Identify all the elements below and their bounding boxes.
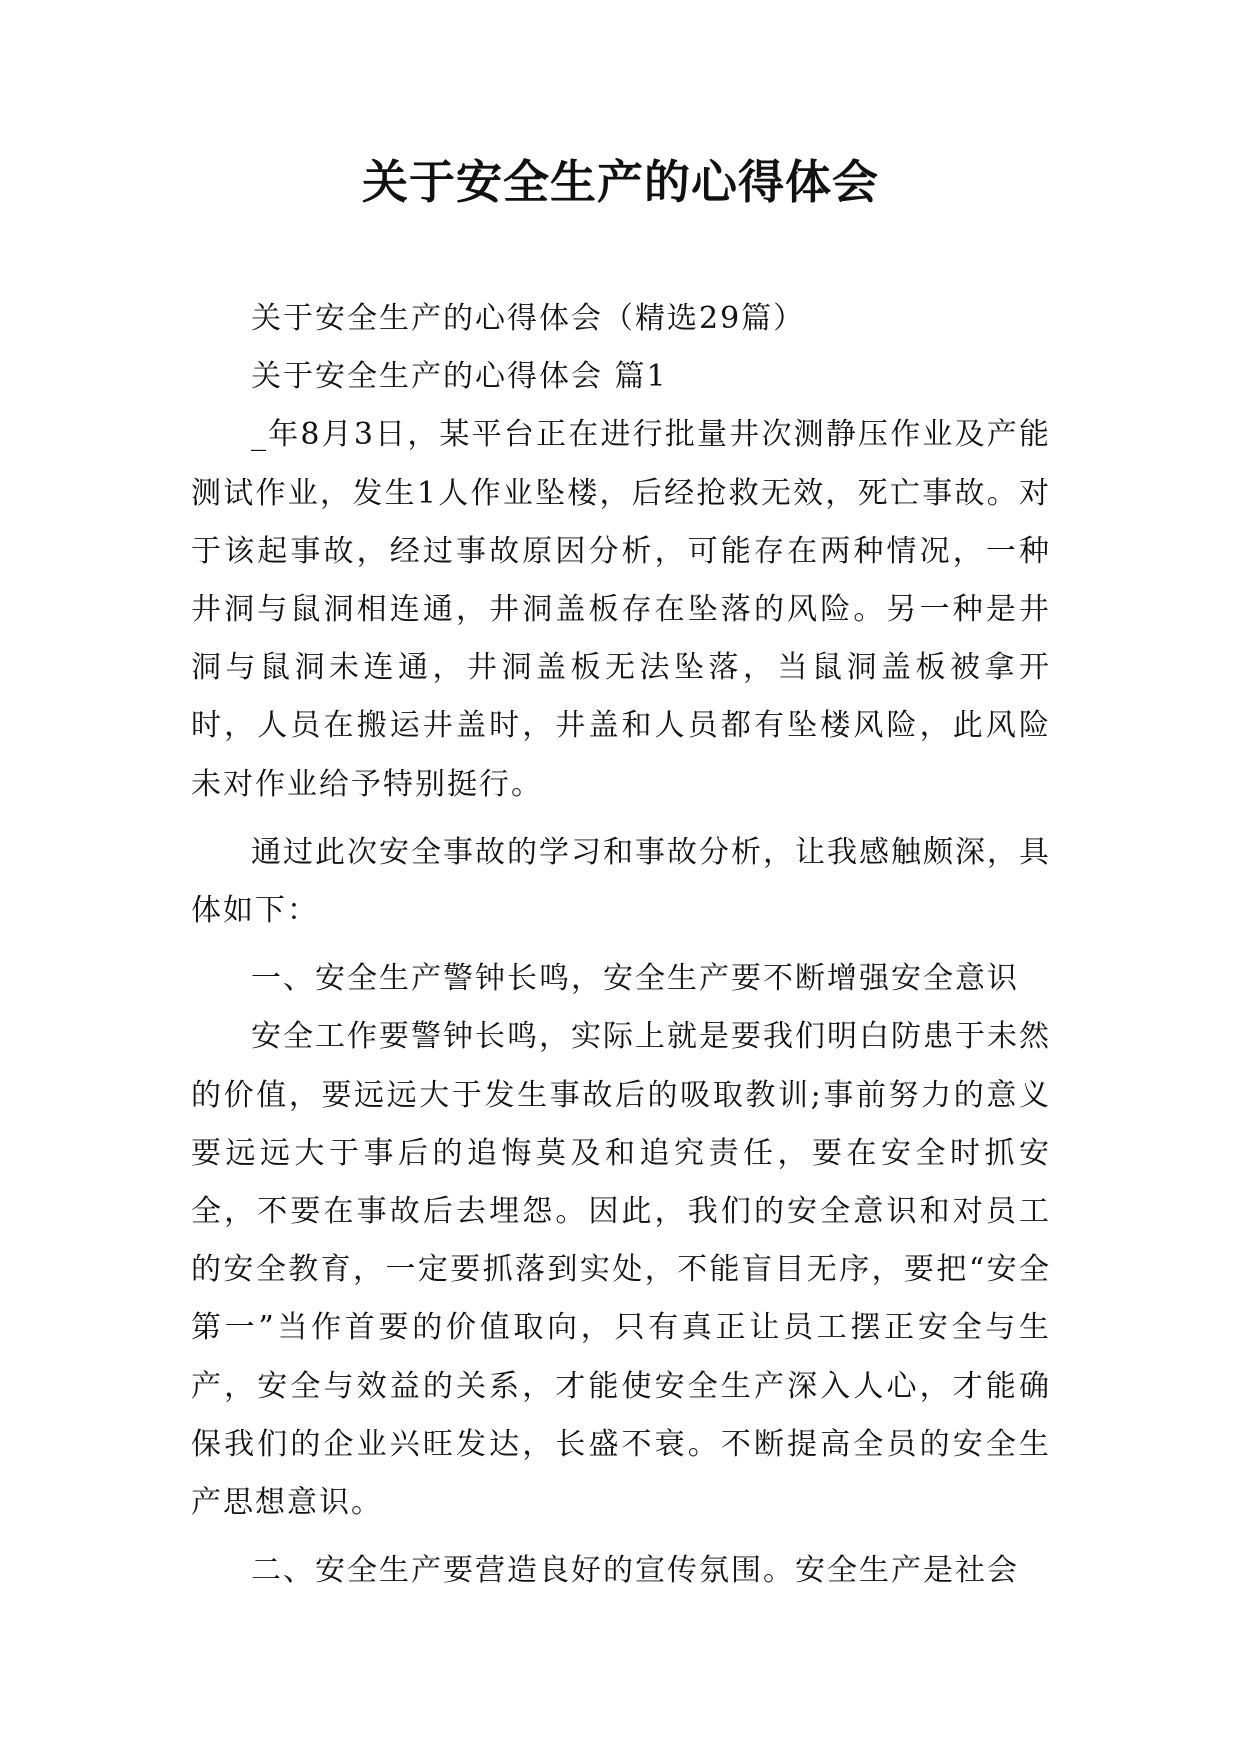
paragraph-subtitle: 关于安全生产的心得体会（精选29篇） <box>251 301 806 336</box>
paragraph-point-one: 一、安全生产警钟长鸣，安全生产要不断增强安全意识 <box>251 961 1019 997</box>
paragraph-point-two: 二、安全生产要营造良好的宣传氛围。安全生产是社会 <box>251 1553 1019 1589</box>
document-title: 关于安全生产的心得体会 <box>362 155 879 209</box>
document-body <box>191 290 1051 1600</box>
paragraph-point-one-detail: 安全工作要警钟长鸣，实际上就是要我们明白防患于未然的价值，要远远大于发生事故后的吸取教训;事前努力的意义要远远大于事后的追悔莫及和追究责任，要在安全时抓安全，不要在事故后去埋怨。因此，我们的安全意识和对员工的安全教育，一定要抓落到实处，不能盲目无序，要把“安全第一”当作首要的价值取向，只有真正让员工摆正安全与生产，安全与效益的关系，才能使安全生产深入人心，才能确保我们的企业兴旺发达，长盛不衰。不断提高全员的安全生产思想意识。 <box>191 1019 1051 1521</box>
paragraph-section-heading: 关于安全生产的心得体会 篇1 <box>251 359 668 395</box>
paragraph-reflection: 通过此次安全事故的学习和事故分析，让我感触颇深，具体如下： <box>191 834 1051 929</box>
paragraph-incident: _年8月3日，某平台正在进行批量井次测静压作业及产能测试作业，发生1人作业坠楼，后经抢救无效，死亡事故。对于该起事故，经过事故原因分析，可能存在两种情况，一种井洞与鼠洞相连通，井洞盖板存在坠落的风险。另一种是井洞与鼠洞未连通，井洞盖板无法坠落，当鼠洞盖板被拿开时，人员在搬运井盖时，井盖和人员都有坠楼风险，此风险未对作业给予特别挺行。 <box>191 417 1051 802</box>
